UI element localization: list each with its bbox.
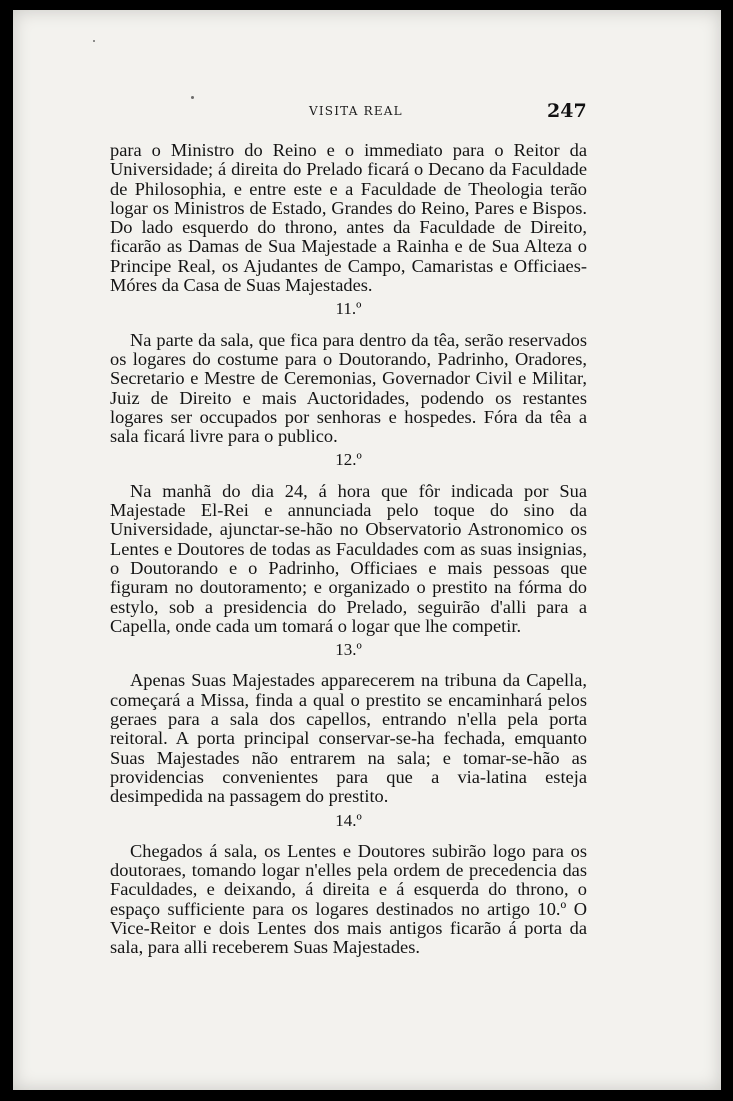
paragraph-12: Na manhã do dia 24, á hora que fôr indicada por Sua Majestade El-Rei e annunciada pelo toque do sino da Universidade, ajunctar-se-hão no Observatorio Astronomico os Lentes e Doutores de todas as Faculdades com as suas insignias, o Doutorando e o Padrinho, Officiaes e mais pessoas que figuram no doutoramento; e organizado o prestito na fórma do estylo, sob a presidencia do Prelado, seguirão d'alli para a Capella, onde cada um tomará o logar que lhe competir. xyxy=(110,480,587,636)
section-number-11: 11.º xyxy=(335,299,362,319)
page-header xyxy=(13,102,721,126)
section-number-13: 13.º xyxy=(335,640,362,660)
section-number-14: 14.º xyxy=(335,810,362,830)
scan-speck xyxy=(93,40,95,42)
book-page xyxy=(13,10,721,1090)
paragraph-14: Chegados á sala, os Lentes e Doutores subirão logo para os doutoraes, tomando logar n'elles pela ordem de precedencia das Faculdades, e deixando, á direita e á esquerda do throno, o espaço sufficiente para os logares destinados no artigo 10.º O Vice-Reitor e dois Lentes dos mais antigos ficarão á porta da sala, para alli receberem Suas Majestades. xyxy=(110,840,587,958)
paragraph-13: Apenas Suas Majestades apparecerem na tribuna da Capella, começará a Missa, finda a qual o prestito se encaminhará pelos geraes para a sala dos capellos, entrando n'ella pela porta reitoral. A porta principal conservar-se-ha fechada, emquanto Suas Majestades não entrarem na sala; e tomar-se-hão as providencias convenientes para que a via-latina esteja desimpedida na passagem do prestito. xyxy=(110,670,587,807)
section-number-12: 12.º xyxy=(335,450,362,470)
running-title: VISITA REAL xyxy=(309,104,403,118)
paragraph-11: Na parte da sala, que fica para dentro da têa, serão reservados os logares do costume para o Doutorando, Padrinho, Oradores, Secretario e Mestre de Ceremonias, Governador Civil e Militar, Juiz de Direito e mais Auctoridades, podendo os restantes logares ser occupados por senhoras e hospedes. Fóra da têa a sala ficará livre para o publico. xyxy=(110,329,587,447)
page-number: 247 xyxy=(547,100,587,122)
paragraph-continuation: para o Ministro do Reino e o immediato para o Reitor da Universidade; á direita do Prelado ficará o Decano da Faculdade de Philosophia, e entre este e a Faculdade de Theologia terão logar os Ministros de Estado, Grandes do Reino, Pares e Bispos. Do lado esquerdo do throno, antes da Faculdade de Direito, ficarão as Damas de Sua Majestade a Rainha e de Sua Alteza o Principe Real, os Ajudantes de Campo, Camaristas e Officiaes-Móres da Casa de Suas Majestades. xyxy=(110,140,587,296)
body-text xyxy=(110,141,587,958)
scan-speck xyxy=(191,96,194,99)
